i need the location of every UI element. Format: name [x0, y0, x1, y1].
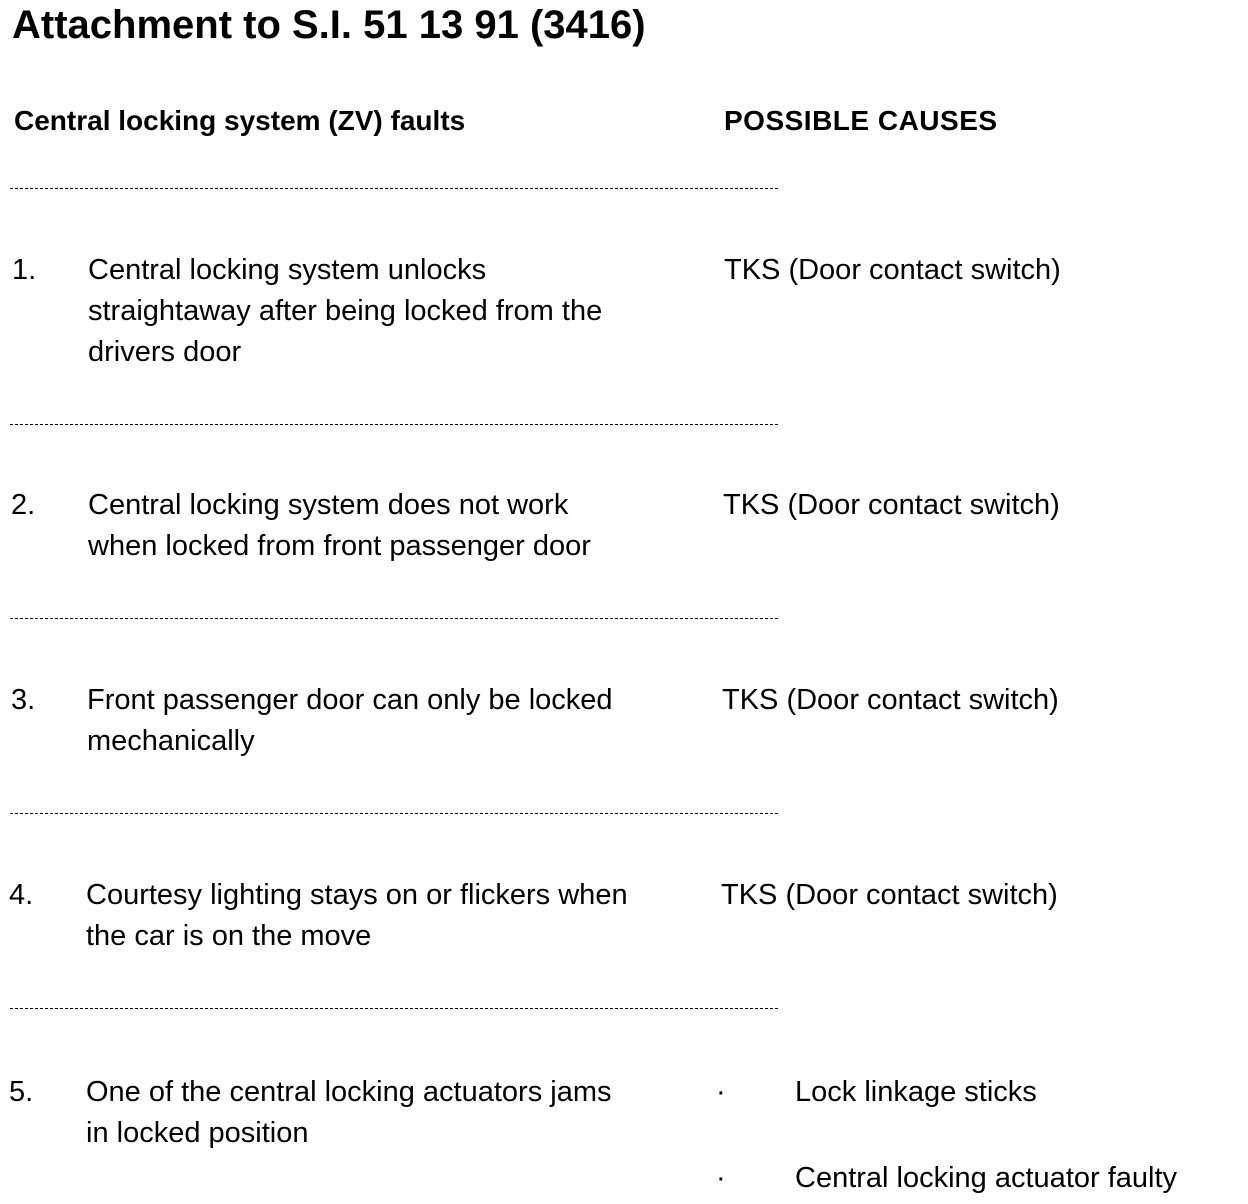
- fault-number: 3.: [11, 684, 36, 716]
- fault-description: [86, 1072, 611, 1154]
- dashed-divider: [10, 424, 778, 425]
- fault-description: [86, 875, 628, 957]
- fault-description-line: in locked position: [86, 1117, 309, 1149]
- dashed-divider: [10, 1008, 778, 1009]
- possible-causes-column-header: POSSIBLE CAUSES: [724, 105, 998, 136]
- document-title: Attachment to S.I. 51 13 91 (3416): [12, 3, 646, 47]
- fault-description-line: Front passenger door can only be locked: [87, 684, 613, 716]
- bullet-point: ·: [716, 1162, 726, 1194]
- fault-number: 5.: [9, 1076, 34, 1108]
- fault-description-line: Central locking system unlocks: [88, 254, 487, 286]
- fault-description-line: Central locking system does not work: [88, 489, 569, 521]
- dashed-divider: [10, 618, 778, 619]
- fault-number: 1.: [12, 254, 37, 286]
- dashed-divider: [10, 188, 778, 189]
- fault-description: [87, 680, 613, 762]
- fault-description-line: Courtesy lighting stays on or flickers when: [86, 879, 628, 911]
- fault-description: [88, 485, 591, 567]
- possible-cause: TKS (Door contact switch): [721, 879, 1058, 911]
- fault-description-line: the car is on the move: [86, 920, 372, 952]
- fault-description-line: One of the central locking actuators jams: [86, 1076, 612, 1108]
- fault-number: 4.: [9, 879, 34, 911]
- fault-description-line: straightaway after being locked from the: [88, 295, 603, 327]
- fault-number: 2.: [11, 489, 36, 521]
- dashed-divider: [10, 813, 778, 814]
- possible-cause: TKS (Door contact switch): [723, 489, 1060, 521]
- fault-description-line: drivers door: [88, 336, 242, 368]
- fault-description: [88, 250, 602, 373]
- possible-cause: Central locking actuator faulty: [795, 1162, 1178, 1194]
- possible-cause: TKS (Door contact switch): [722, 684, 1059, 716]
- possible-cause: TKS (Door contact switch): [724, 254, 1061, 286]
- fault-description-line: mechanically: [87, 725, 255, 757]
- possible-cause: Lock linkage sticks: [795, 1076, 1037, 1108]
- bullet-point: ·: [716, 1076, 726, 1108]
- faults-column-header: Central locking system (ZV) faults: [14, 105, 466, 136]
- fault-description-line: when locked from front passenger door: [88, 530, 591, 562]
